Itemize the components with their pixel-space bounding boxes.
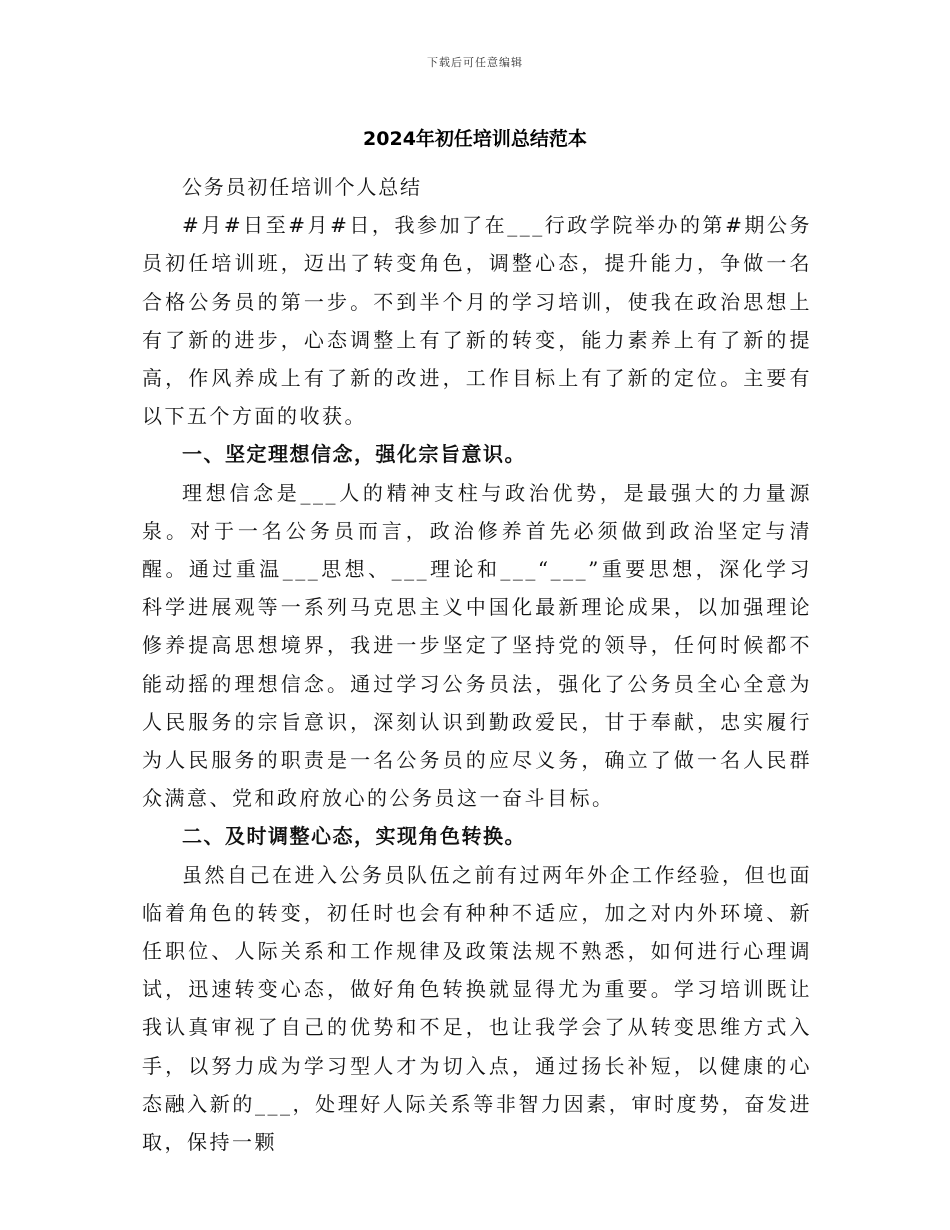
paragraph-intro: #月#日至#月#日，我参加了在___行政学院举办的第#期公务员初任培训班，迈出了转变角色，调整心态，提升能力，争做一名合格公务员的第一步。不到半个月的学习培训，使我在政治思想上有了新的进步，心态调整上有了新的转变，能力素养上有了新的提高，作风养成上有了新的改进，工作目标上有了新的定位。主要有以下五个方面的收获。	[142, 213, 812, 429]
document-subtitle: 公务员初任培训个人总结	[182, 175, 422, 199]
paragraph-section-1: 理想信念是___人的精神支柱与政治优势，是最强大的力量源泉。对于一名公务员而言，政治修养首先必须做到政治坚定与清醒。通过重温___思想、___理论和___“___”重要思想，深化学习科学进展观等一系列马克思主义中国化最新理论成果，以加强理论修养提高思想境界，我进一步坚定了坚持党的领导，任何时候都不能动摇的理想信念。通过学习公务员法，强化了公务员全心全意为人民服务的宗旨意识，深刻认识到勤政爱民，甘于奉献，忠实履行为人民服务的职责是一名公务员的应尽义务，确立了做一名人民群众满意、党和政府放心的公务员这一奋斗目标。	[142, 480, 812, 811]
page-header-note: 下载后可任意编辑	[427, 56, 523, 69]
section-heading-1: 一、坚定理想信念，强化宗旨意识。	[182, 442, 526, 467]
paragraph-section-2: 虽然自己在进入公务员队伍之前有过两年外企工作经验，但也面临着角色的转变，初任时也会有种种不适应，加之对内外环境、新任职位、人际关系和工作规律及政策法规不熟悉，如何进行心理调试，迅速转变心态，做好角色转换就显得尤为重要。学习培训既让我认真审视了自己的优势和不足，也让我学会了从转变思维方式入手，以努力成为学习型人才为切入点，通过扬长补短，以健康的心态融入新的___，处理好人际关系等非智力因素，审时度势，奋发进取，保持一颗	[142, 862, 812, 1155]
section-heading-2: 二、及时调整心态，实现角色转换。	[182, 824, 526, 849]
document-title: 2024年初任培训总结范本	[363, 128, 587, 150]
document-body	[142, 168, 812, 1161]
